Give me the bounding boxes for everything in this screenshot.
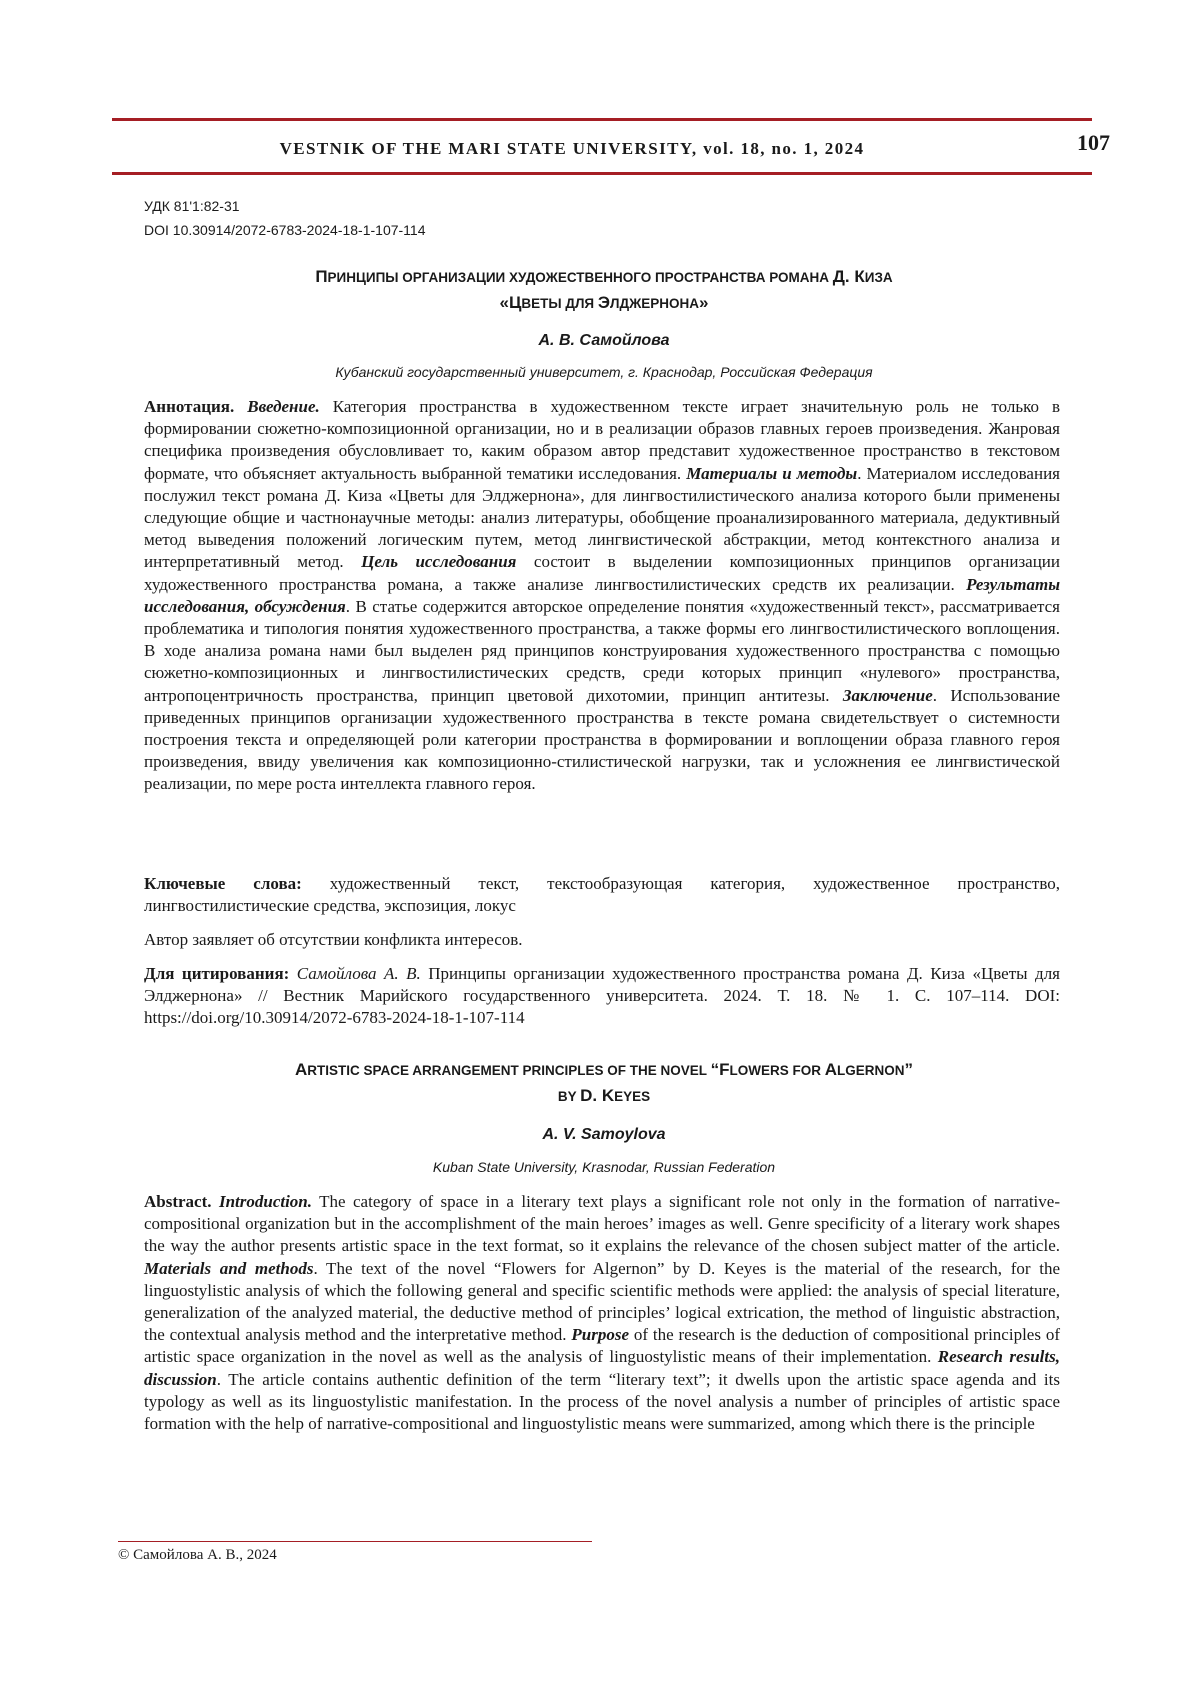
en-abstract: Abstract. Introduction. The category of space in a literary text plays a significant role not only in the formation of narrative-compositional organization but in the accomplishment of the main heroes’ images as well. Genre specificity of a literary work shapes the way the author presents artistic space in the text format, so it explains the relevance of the chosen subject matter of the article. Materials and methods. The text of the novel “Flowers for Algernon” by D. Keyes is the material of the research, for the linguostylistic analysis of which the following general and specific scientific methods were applied: the analysis of special literature, generalization of the analyzed material, the deductive method of principles’ logical extrication, the method of linguistic abstraction, the contextual analysis method and the interpretative method. Purpose of the research is the deduction of compositional principles of artistic space organization in the novel as well as the analysis of linguostylistic means of their implementation. Research results, discussion. The article contains authentic definition of the term “literary text”; it dwells upon the artistic space agenda and its typology as well as its linguostylistic manifestation. In the process of the novel analysis a number of principles of artistic space formation with the help of narrative-compositional and linguostylistic means were summarized, among which there is the principle — [144, 1192, 1060, 1434]
en-title — [144, 1057, 1064, 1109]
header-bottom-rule — [112, 172, 1092, 175]
udk-code: УДК 81'1:82-31 — [144, 198, 240, 214]
ru-title-line-1: ПРИНЦИПЫ ОРГАНИЗАЦИИ ХУДОЖЕСТВЕННОГО ПРОСТРАНСТВА РОМАНА Д. КИЗА — [315, 267, 893, 286]
ru-author: А. В. Самойлова — [538, 332, 670, 349]
copyright: © Самойлова А. В., 2024 — [118, 1547, 277, 1563]
ru-abstract: Аннотация. Введение. Категория пространства в художественном тексте играет значительную роль не только в формировании сюжетно-композиционной организации, но и в реализации образов главных героев произведения. Жанровая специфика произведения обусловливает то, каким образом автор представит художественное пространство в текстовом формате, что объясняет актуальность выбранной тематики исследования. Материалы и методы. Материалом исследования послужил текст романа Д. Киза «Цветы для Элджернона», для лингвостилистического анализа которого были применены следующие общие и частнонаучные методы: анализ литературы, обобщение проанализированного материала, дедуктивный метод выведения положений логическим путем, метод лингвистической абстракции, метод контекстного анализа и интерпретативный метод. Цель исследования состоит в выделении композиционных принципов организации художественного пространства романа, а также анализе лингвостилистических средств их реализации. Результаты исследования, обсуждения. В статье содержится авторское определение понятия «художественный текст», рассматривается проблематика и типология понятия художественного пространства, а также формы его лингвостилистического воплощения. В ходе анализа романа нами был выделен ряд принципов конструирования художественного пространства с помощью сюжетно-композиционных и лингвостилистических средств, среди которых принцип «нулевого» пространства, антропоцентричность пространства, принцип цветовой дихотомии, принцип антитезы. Заключение. Использование приведенных принципов организации художественного пространства в тексте романа свидетельствует о системности построения текста и определяющей роли категории пространства в формировании и воплощении образа главного героя произведения, ввиду увеличения как композиционно-стилистической нагрузки, так и усложнения ее лингвистической реализации, по мере роста интеллекта главного героя. — [144, 397, 1061, 794]
en-author: A. V. Samoylova — [542, 1126, 666, 1143]
page-number: 107 — [1077, 130, 1110, 155]
conflict-statement: Автор заявляет об отсутствии конфликта интересов. — [144, 930, 523, 949]
ru-keywords: Ключевые слова: художественный текст, текстообразующая категория, художественное пространство, лингвостилистические средства, экспозиция, локус — [144, 874, 1060, 916]
journal-header: VESTNIK OF THE MARI STATE UNIVERSITY, vol. 18, no. 1, 2024 — [279, 139, 865, 158]
en-affiliation: Kuban State University, Krasnodar, Russian Federation — [432, 1159, 776, 1175]
en-title-line-2: BY D. KEYES — [557, 1086, 651, 1105]
header-top-rule — [112, 118, 1092, 121]
ru-affiliation: Кубанский государственный университет, г. Краснодар, Российская Федерация — [335, 364, 873, 380]
ru-abstract-label: Аннотация. — [144, 397, 235, 416]
ru-title-line-2: «ЦВЕТЫ ДЛЯ ЭЛДЖЕРНОНА» — [499, 293, 709, 312]
ru-title — [144, 264, 1064, 316]
doi: DOI 10.30914/2072-6783-2024-18-1-107-114 — [144, 222, 426, 238]
citation: Для цитирования: Самойлова А. В. Принципы организации художественного пространства романа Д. Киза «Цветы для Элджернона» // Вестник Марийского государственного университета. 2024. Т. 18. № 1. С. 107–114. DOI: https://doi.org/10.30914/2072-6783-2024-18-1-107-114 — [144, 964, 1060, 1028]
en-abstract-label: Abstract. — [144, 1192, 212, 1211]
footnote-rule — [118, 1541, 592, 1542]
en-title-line-1: ARTISTIC SPACE ARRANGEMENT PRINCIPLES OF THE NOVEL “FLOWERS FOR ALGERNON” — [295, 1060, 913, 1079]
